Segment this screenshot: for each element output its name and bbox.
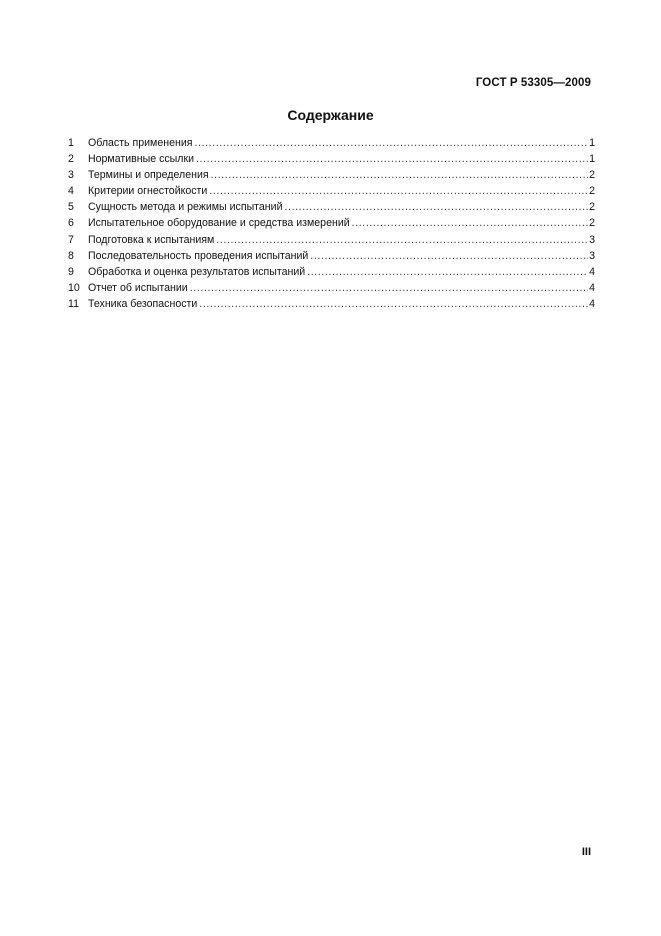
toc-item[interactable] — [68, 201, 595, 217]
toc-item[interactable] — [68, 153, 595, 169]
toc-item-number: 4 — [68, 185, 74, 198]
toc-item-page: 2 — [589, 217, 595, 230]
page-number: III — [581, 846, 591, 858]
toc-item-number: 5 — [68, 201, 74, 214]
toc-leader-dots — [199, 298, 588, 310]
toc-item-page: 3 — [589, 233, 595, 246]
toc-item[interactable] — [68, 234, 595, 250]
toc-item-page: 4 — [589, 281, 595, 294]
toc-item-label: Испытательное оборудование и средства измерений — [88, 217, 350, 230]
toc-item[interactable] — [68, 217, 595, 233]
toc-item-page: 2 — [589, 169, 595, 182]
toc-item-label: Критерии огнестойкости — [88, 185, 208, 198]
toc-leader-dots — [194, 137, 588, 149]
toc-item-number: 7 — [68, 233, 74, 246]
toc-item-number: 10 — [68, 281, 80, 294]
toc-leader-dots — [307, 266, 588, 278]
toc-item-label: Обработка и оценка результатов испытаний — [88, 265, 306, 278]
toc-item[interactable] — [68, 282, 595, 298]
toc-item-label: Техника безопасности — [88, 297, 198, 310]
toc-item-page: 3 — [589, 249, 595, 262]
toc-item-page: 1 — [589, 153, 595, 166]
toc-item-page: 4 — [589, 297, 595, 310]
toc-item[interactable] — [68, 137, 595, 153]
document-code: ГОСТ Р 53305—2009 — [475, 77, 591, 89]
toc-leader-dots — [216, 234, 588, 246]
toc-leader-dots — [352, 217, 588, 229]
toc-item[interactable] — [68, 185, 595, 201]
toc-item-label: Термины и определения — [88, 169, 209, 182]
toc-item-label: Подготовка к испытаниям — [88, 233, 215, 246]
toc-item-page: 2 — [589, 185, 595, 198]
toc-item-number: 9 — [68, 265, 74, 278]
toc-leader-dots — [209, 185, 588, 197]
toc-item[interactable] — [68, 298, 595, 314]
toc-item[interactable] — [68, 169, 595, 185]
toc-item-page: 4 — [589, 265, 595, 278]
toc-item-label: Отчет об испытании — [88, 281, 188, 294]
toc-leader-dots — [310, 250, 588, 262]
toc-item[interactable] — [68, 266, 595, 282]
toc-item-label: Нормативные ссылки — [88, 153, 195, 166]
table-of-contents — [68, 137, 595, 314]
toc-leader-dots — [196, 153, 588, 165]
toc-item-number: 11 — [68, 297, 79, 310]
toc-leader-dots — [190, 282, 588, 294]
toc-item-label: Область применения — [88, 137, 193, 149]
page-title: Содержание — [287, 107, 374, 123]
toc-item-number: 2 — [68, 153, 74, 166]
toc-item-label: Последовательность проведения испытаний — [88, 249, 309, 262]
toc-item-page: 1 — [589, 137, 595, 149]
toc-item-number: 8 — [68, 249, 74, 262]
toc-item[interactable] — [68, 250, 595, 266]
toc-item-page: 2 — [589, 201, 595, 214]
toc-leader-dots — [285, 201, 589, 213]
toc-item-number: 6 — [68, 217, 74, 230]
toc-item-number: 1 — [68, 137, 74, 149]
toc-leader-dots — [211, 169, 588, 181]
toc-item-label: Сущность метода и режимы испытаний — [88, 201, 283, 214]
toc-item-number: 3 — [68, 169, 74, 182]
